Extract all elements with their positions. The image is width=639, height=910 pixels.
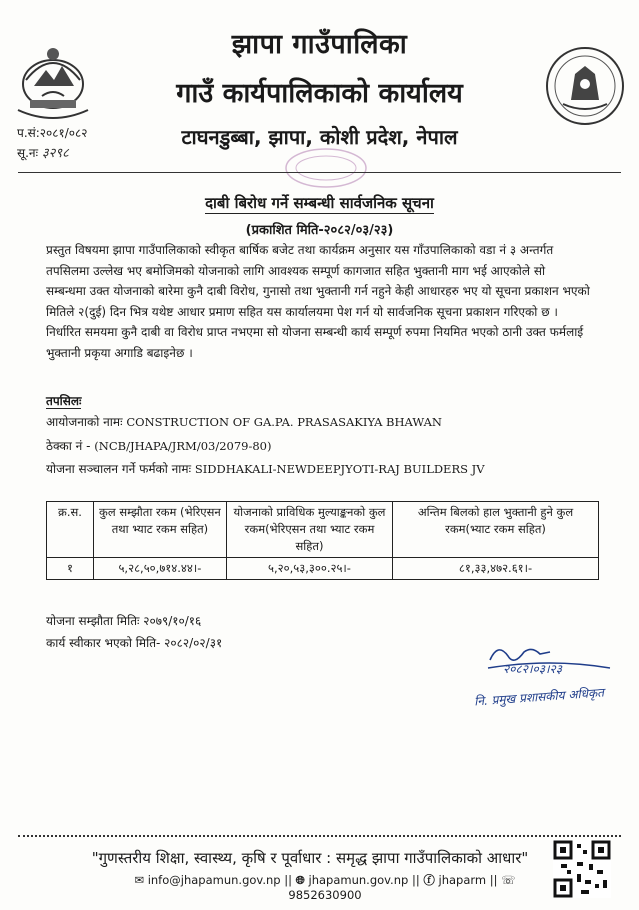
details-heading <box>46 392 81 409</box>
header-divider <box>18 172 621 173</box>
signature-date: २०८२।०३।२३ <box>503 662 563 676</box>
firm-name <box>46 460 485 477</box>
table-cell: १ <box>47 558 94 580</box>
firm-label: योजना सञ्चालन गर्ने फर्मको नामः <box>46 462 192 476</box>
separator: || <box>411 873 420 887</box>
dispatch-label: सू.नः <box>17 146 39 160</box>
website-link[interactable]: jhapamun.gov.np <box>308 873 409 887</box>
project-value: CONSTRUCTION OF GA.PA. PRASASAKIYA BHAWAN <box>126 415 442 429</box>
globe-icon: 🌐︎ <box>295 873 305 887</box>
table-cell: ५,२०,५३,३००.२५।- <box>226 558 392 580</box>
body-line: तपसिलमा उल्लेख भए बमोजिमको योजनाको लागि आवश्यक सम्पूर्ण कागजात सहित भुक्तानी माग भई आएकोले सो <box>46 263 546 278</box>
faint-stamp-icon <box>283 146 369 190</box>
notice-title <box>0 193 639 213</box>
signatory-designation: नि. प्रमुख प्रशासकीय अधिकृत <box>473 685 605 709</box>
office-title-line1: झापा गाउँपालिका <box>231 29 408 60</box>
body-line: प्रस्तुत विषयमा झापा गाउँपालिकाको स्वीकृत बार्षिक बजेट तथा कार्यक्रम अनुसार यस गाँउपालिकाको वडा नं ३ अन्तर्गत <box>46 243 554 257</box>
table-header: अन्तिम बिलको हाल भुक्तानी हुने कुल रकम(भ्याट रकम सहित) <box>393 502 599 558</box>
office-address: टाघनडुब्बा, झापा, कोशी प्रदेश, नेपाल <box>181 125 458 149</box>
table-row <box>47 558 599 580</box>
project-label: आयोजनाको नामः <box>46 415 123 429</box>
project-name <box>46 413 442 430</box>
ref-value: २०८१/०८२ <box>39 126 88 140</box>
separator: || <box>489 873 498 887</box>
dispatch-value: ३२९८ <box>41 146 69 161</box>
body-line: मितिले २(दुई) दिन भित्र यथेष्ट आधार प्रमाण सहित यस कार्यालयमा पेश गर्न यो सार्वजनिक सूचना प्रकाशन गरिएको छ । <box>46 304 558 319</box>
notice-body <box>46 240 620 363</box>
phone-number[interactable]: 9852630900 <box>288 888 362 902</box>
acceptance-date: कार्य स्वीकार भएको मिति- २०८२/०२/३१ <box>46 636 223 650</box>
reference-number <box>17 124 88 141</box>
facebook-link[interactable]: jhaparm <box>438 873 487 887</box>
table-header: क्र.स. <box>47 502 94 558</box>
body-line: सम्बन्धमा उक्त योजनाको बारेमा कुनै दाबी विरोध, गुनासो तथा भुक्तानी गर्न नहुने केही आधारहरु भए यो सूचना प्रकाशन भएको <box>46 284 590 298</box>
body-line: निर्धारित समयमा कुनै दाबी वा विरोध प्राप्त नभएमा सो योजना सम्बन्धी कार्य सम्पूर्ण रुपमा नियमित भएको ठानी उक्त फर्मलाई <box>46 325 584 339</box>
footer-contacts <box>100 872 550 902</box>
email-link[interactable]: info@jhapamun.gov.np <box>147 873 281 887</box>
table-header: योजनाको प्राविधिक मुल्याङ्कनको कुल रकम(भेरिएसन तथा भ्याट रकम सहित) <box>226 502 392 558</box>
mail-icon: ✉ <box>134 873 145 887</box>
details-heading-text: तपसिलः <box>46 394 82 408</box>
dispatch-number <box>17 143 69 161</box>
qr-code-icon[interactable] <box>553 840 611 898</box>
table-cell: ५,२८,५०,७१४.४४।- <box>93 558 226 580</box>
notice-title-text: दाबी बिरोध गर्ने सम्बन्धी सार्वजनिक सूचना <box>205 194 434 212</box>
footer-divider <box>18 835 621 837</box>
facebook-icon: ⓕ <box>423 873 435 887</box>
contract-number <box>46 437 271 454</box>
table-cell: ८१,३३,४७२.६१।- <box>393 558 599 580</box>
payment-table <box>46 501 599 580</box>
contract-label: ठेक्का नं - <box>46 439 91 453</box>
separator: || <box>284 873 292 887</box>
agreement-date: योजना सम्झौता मितिः २०७९/१०/१६ <box>46 614 202 628</box>
footer-slogan: "गुणस्तरीय शिक्षा, स्वास्थ्य, कृषि र पूर्वाधार : समृद्ध झापा गाउँपालिकाको आधार" <box>91 849 529 867</box>
firm-value: SIDDHAKALI-NEWDEEPJYOTI-RAJ BUILDERS JV <box>194 462 485 476</box>
published-date: (प्रकाशित मिति-२०८२/०३/२३) <box>245 223 394 238</box>
body-line: भुक्तानी प्रकृया अगाडि बढाइनेछ । <box>46 345 193 360</box>
table-header: कुल सम्झौता रकम (भेरिएसन तथा भ्याट रकम सहित) <box>93 502 226 558</box>
phone-icon: ☏ <box>501 873 516 887</box>
office-title-line2: गाउँ कार्यपालिकाको कार्यालय <box>176 78 463 109</box>
contract-value: (NCB/JHAPA/JRM/03/2079-80) <box>94 439 272 453</box>
ref-label: प.सं: <box>17 126 40 140</box>
table-header-row <box>47 502 599 558</box>
